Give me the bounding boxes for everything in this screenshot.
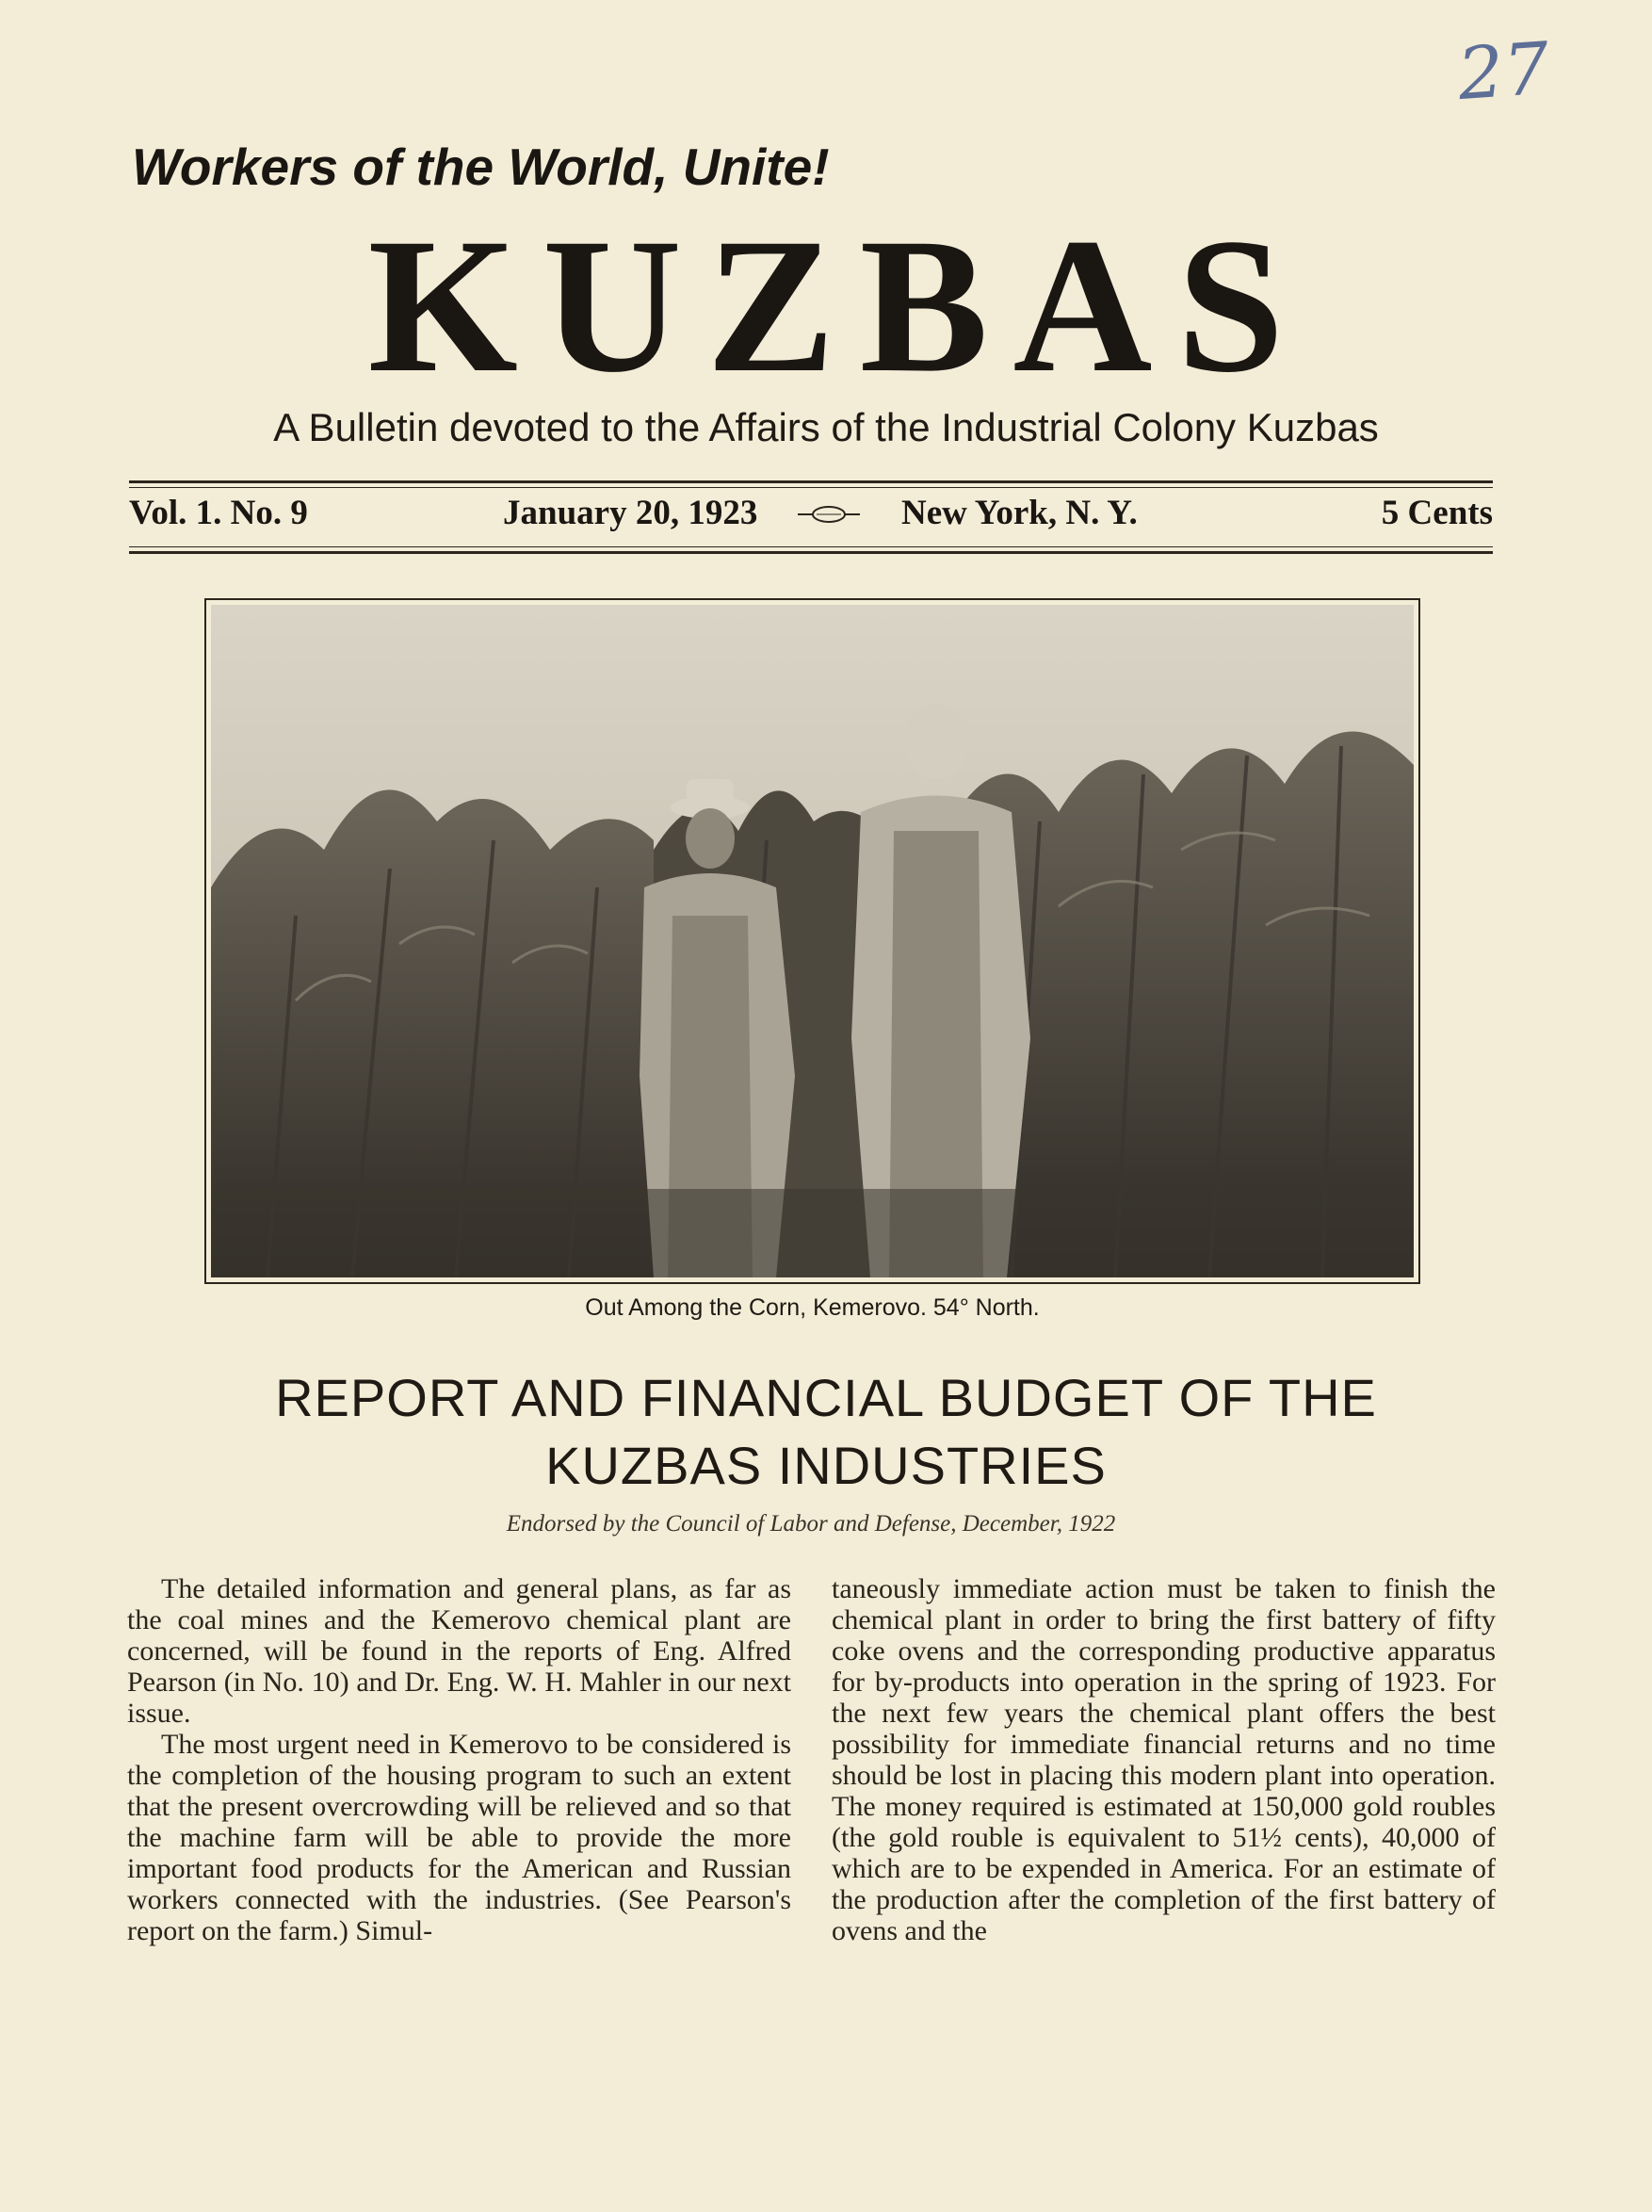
paragraph-2: The most urgent need in Kemerovo to be considered is the completion of the housing program to such an extent that the present overcrowding will be relieved and so that the machine farm will be able to provide the more important food products for the American and Russian workers connected with the industries. (See Pearson's report on the farm.) Simul- <box>127 1729 791 1946</box>
bottom-rule <box>129 551 1493 554</box>
headline-line-1: REPORT AND FINANCIAL BUDGET OF THE <box>275 1368 1377 1427</box>
issue-date: January 20, 1923 <box>503 494 758 532</box>
issue-volume: Vol. 1. No. 9 <box>129 494 308 532</box>
masthead-title: KUZBAS <box>367 199 1309 413</box>
handwritten-page-number: 27 <box>1455 25 1552 117</box>
article-column-left <box>127 1573 791 1946</box>
paragraph-1: The detailed information and general plans, as far as the coal mines and the Kemerovo chemical plant are concerned, will be found in the reports of Eng. Alfred Pearson (in No. 10) and Dr. Eng. W. H. Mahler in our next issue. <box>127 1573 791 1729</box>
issue-place: New York, N. Y. <box>901 494 1138 532</box>
ornament-icon <box>796 496 862 537</box>
top-rule <box>129 480 1493 483</box>
paragraph-3: taneously immediate action must be taken to finish the chemical plant in order to bring the first battery of fifty coke ovens and the corresponding productive apparatus for by-products into operation in the spring of 1923. For the next few years the chemical plant offers the best possibility for immediate financial returns and no time should be lost in placing this modern plant into operation. The money required is estimated at 150,000 gold roubles (the gold rouble is equivalent to 51½ cents), 40,000 of which are to be expended in America. For an estimate of the production after the completion of the first battery of ovens and the <box>832 1573 1496 1946</box>
corn-field-photo <box>211 605 1414 1277</box>
article-endorsement: Endorsed by the Council of Labor and Defense, December, 1922 <box>506 1511 1116 1537</box>
article-column-right <box>832 1573 1496 1946</box>
bottom-rule-thin <box>129 546 1493 547</box>
masthead-subtitle: A Bulletin devoted to the Affairs of the Industrial Colony Kuzbas <box>273 405 1379 449</box>
photo-caption: Out Among the Corn, Kemerovo. 54° North. <box>585 1294 1040 1321</box>
slogan: Workers of the World, Unite! <box>132 138 830 196</box>
headline-line-2: KUZBAS INDUSTRIES <box>545 1436 1107 1495</box>
issue-price: 5 Cents <box>1381 494 1493 532</box>
issue-dateline <box>129 493 1493 540</box>
top-rule-thin <box>129 487 1493 488</box>
cover-photo <box>204 598 1420 1284</box>
article-headline <box>94 1364 1558 1500</box>
